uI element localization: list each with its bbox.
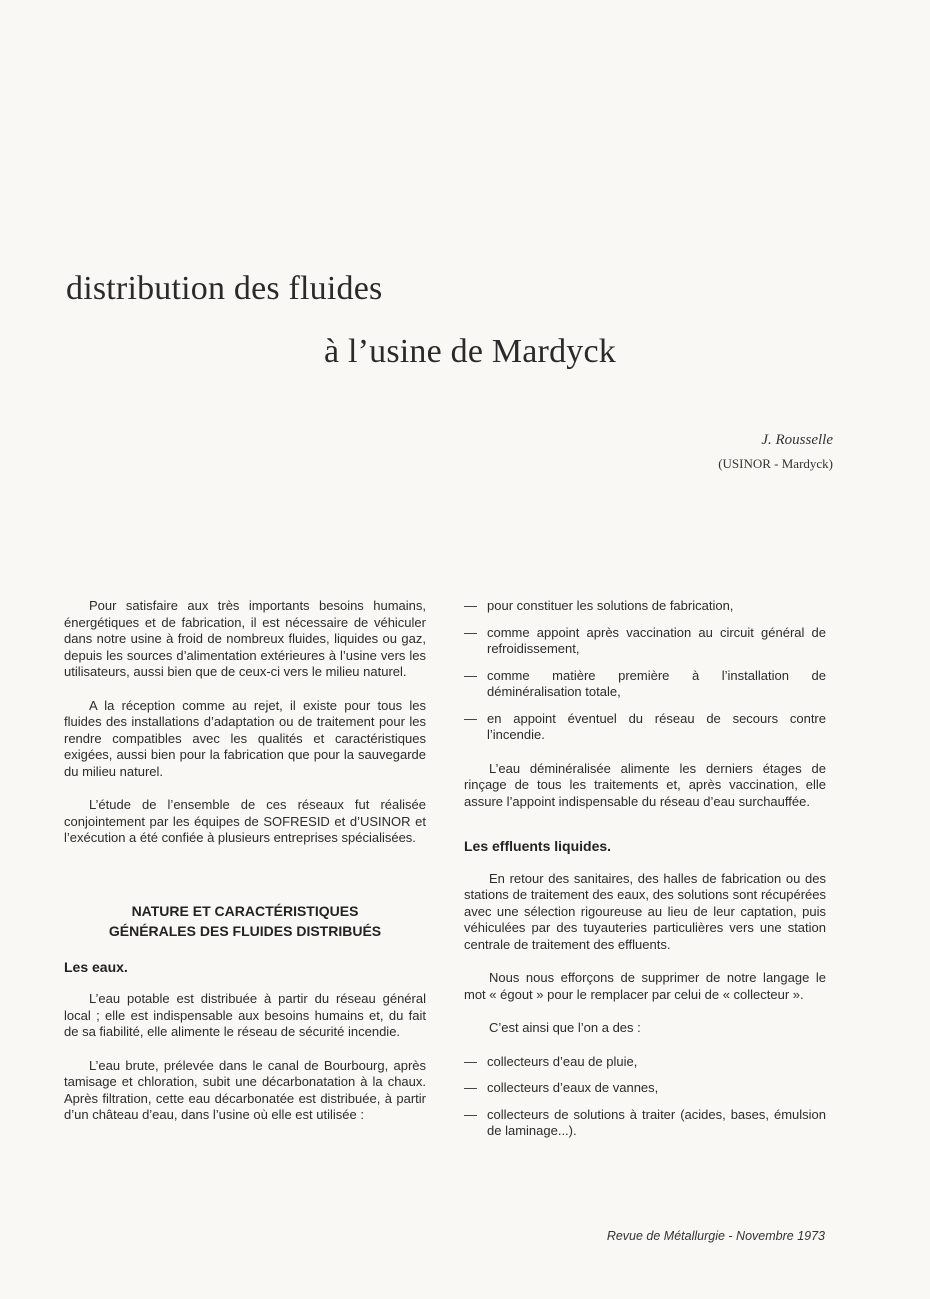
subheading-effluents: Les effluents liquides.: [464, 838, 612, 854]
list-item-text: comme matière première à l’installation de déminéralisation totale,: [487, 667, 826, 699]
list-item-text: collecteurs d’eaux de vannes,: [487, 1080, 659, 1095]
subheading-les-eaux: Les eaux.: [64, 958, 128, 975]
section-heading-line-1: NATURE ET CARACTÉRISTIQUES: [131, 902, 359, 919]
dash-bullet: —: [464, 598, 477, 613]
list-item: [464, 668, 826, 701]
paragraph: Pour satisfaire aux très importants besoins humains, énergétiques et de fabrication, il est nécessaire de véhiculer dans notre usine à froid de nombreux fluides, liquides ou gaz, depuis les sources d’alimentation extérieures à l’usine vers les utilisateurs, aussi bien que de ceux-ci vers le milieu naturel.: [64, 598, 426, 679]
section-heading: [64, 901, 426, 941]
dash-bullet: —: [464, 1080, 477, 1095]
paragraph: L’eau brute, prélevée dans le canal de Bourbourg, après tamisage et chloration, subit une décarbonatation à la chaux. Après filtration, cette eau décarbonatée est distribuée, à partir d’un château d’eau, dans l’usine où elle est utilisée :: [64, 1057, 426, 1122]
author-affiliation: (USINOR - Mardyck): [718, 456, 833, 471]
list-item-text: collecteurs de solutions à traiter (acides, bases, émulsion de laminage...).: [487, 1106, 826, 1138]
paragraph: L’eau déminéralisée alimente les derniers étages de rinçage de tous les traitements et, après vaccination, elle assure l’appoint indispensable du réseau d’eau surchauffée.: [464, 760, 826, 809]
left-column: [64, 598, 426, 1141]
list-item-text: comme appoint après vaccination au circuit général de refroidissement,: [487, 624, 826, 656]
paragraph: C’est ainsi que l’on a des :: [489, 1020, 641, 1035]
section-heading-line-2: GÉNÉRALES DES FLUIDES DISTRIBUÉS: [108, 922, 382, 939]
list-item: [464, 1107, 826, 1140]
dash-bullet: —: [464, 1053, 477, 1069]
dash-bullet: —: [464, 667, 477, 683]
list-item-text: collecteurs d’eau de pluie,: [487, 1053, 638, 1069]
paragraph: En retour des sanitaires, des halles de fabrication ou des stations de traitement des eaux, des solutions sont récupérées avec une sélection rigoureuse au lieu de leur captation, puis véhiculées par des tuyauteries particulières vers une station centrale de traitement des effluents.: [464, 870, 826, 952]
list-item: [464, 1080, 826, 1097]
paragraph: Nous nous efforçons de supprimer de notre langage le mot « égout » pour le remplacer par celui de « collecteur ».: [464, 970, 826, 1002]
list-item: [464, 625, 826, 658]
list-item: [464, 711, 826, 744]
list-item-text: en appoint éventuel du réseau de secours contre l’incendie.: [487, 710, 826, 742]
paragraph: L’eau potable est distribuée à partir du réseau général local ; elle est indispensable aux besoins humains et, du fait de sa fiabilité, elle alimente le réseau de sécurité incendie.: [64, 991, 426, 1039]
list-item: [464, 598, 826, 615]
dash-bullet: —: [464, 624, 477, 640]
paragraph: L’étude de l’ensemble de ces réseaux fut réalisée conjointement par les équipes de SOFRESID et d’USINOR et l’exécution a été confiée à plusieurs entreprises spécialisées.: [64, 797, 426, 845]
dash-bullet: —: [464, 710, 477, 726]
title-line-1: distribution des fluides: [66, 270, 383, 307]
footer-journal-citation: Revue de Métallurgie - Novembre 1973: [606, 1229, 825, 1243]
right-column: [464, 598, 826, 1150]
author-name: J. Rousselle: [761, 432, 833, 448]
paragraph: A la réception comme au rejet, il existe pour tous les fluides des installations d’adaptation ou de traitement pour les rendre compatibles avec les qualités et caractéristiques exigées, aussi bien pour la fabrication que pour la sauvegarde du milieu naturel.: [64, 697, 426, 779]
list-item-text: pour constituer les solutions de fabrication,: [487, 598, 734, 613]
list-item: [464, 1054, 826, 1071]
dash-bullet: —: [464, 1106, 477, 1122]
title-line-2: à l’usine de Mardyck: [324, 333, 616, 370]
